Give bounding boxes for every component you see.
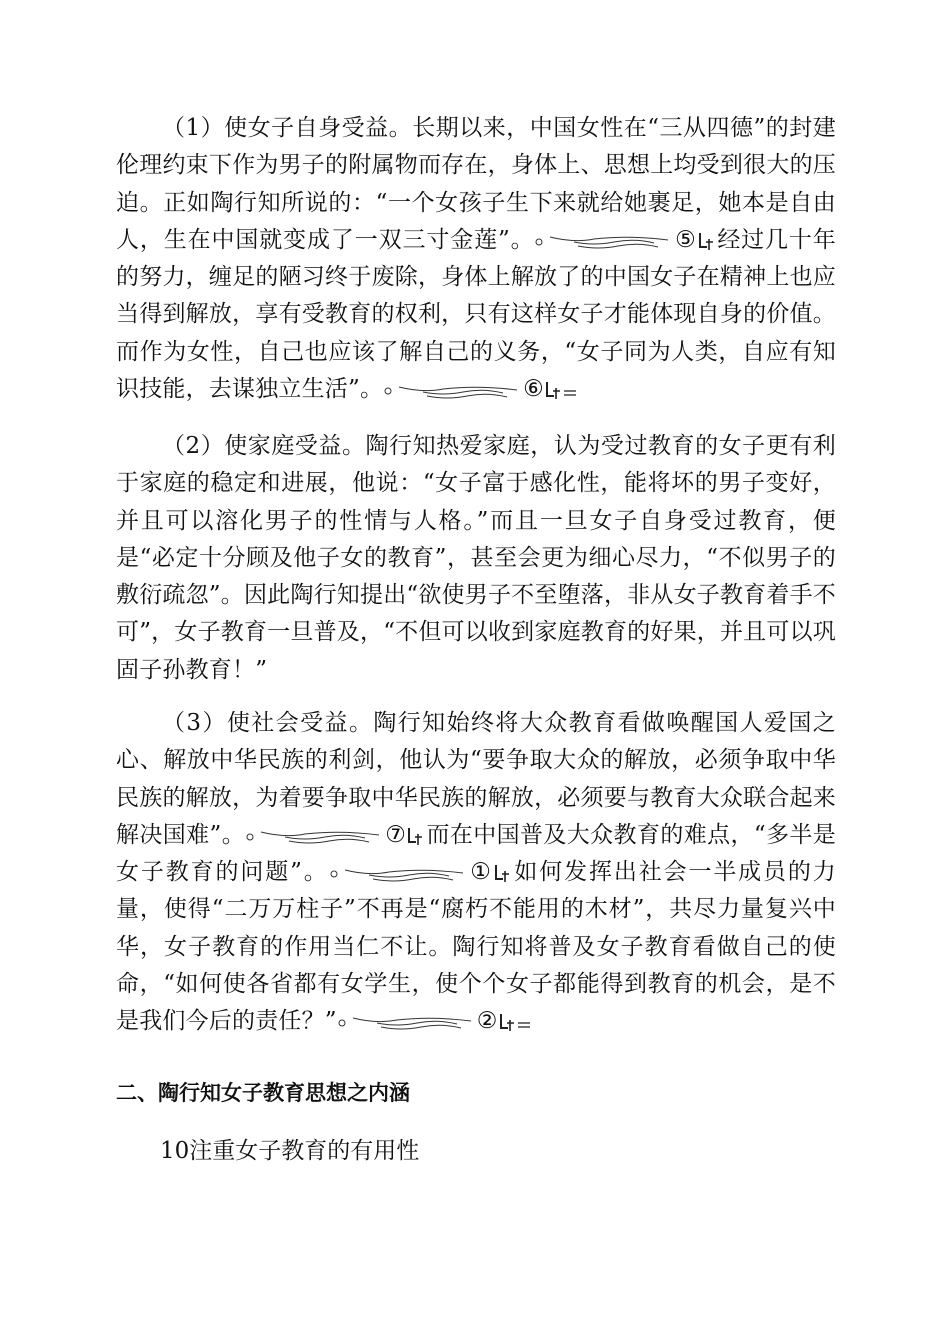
footnote-glyph-icon [406, 824, 426, 848]
footnote-marker: ① [329, 859, 513, 885]
paragraph-self-benefit: （1）使女子自身受益。长期以来，中国女性在“三从四德”的封建伦理约束下作为男子的附属物而存在，身体上、思想上均受到很大的压迫。正如陶行知所说的：“一个女孩子生下来就给她裹足，她本是自由人，生在中国就变成了一双三寸金莲”。 ⑤ 经过几十年的努力，缠足的陋习终于废除，身体上解放了的中国女子在精神上也应当得到解放，享有受教育的权利，只有这样女子才能体现自身的价值。而作为女性，自己也应该了解自己的义务，“女子同为人类，自应有知识技能，去谋独立生活”。 ⑥ [116, 115, 837, 403]
footnote-glyph-icon [697, 229, 717, 253]
footnote-artifact-icon [329, 861, 469, 885]
paragraph-family-benefit: （2）使家庭受益。陶行知热爱家庭，认为受过教育的女子更有利于家庭的稳定和进展，他说：“女子富于感化性，能将坏的男子变好，并且可以溶化男子的性情与人格。”而且一旦女子自身受过教育，便是“必定十分顾及他子女的教育”，甚至会更为细心尽力，“不似男子的敷衍疏忽”。因此陶行知提出“欲使男子不至堕落，非从女子教育着手不可”，女子教育一旦普及，“不但可以收到家庭教育的好果，并且可以巩固子孙教育！” [116, 433, 836, 683]
footnote-glyph-icon [493, 861, 513, 885]
footnote-artifact-icon [245, 824, 385, 848]
footnote-glyph-icon [544, 378, 578, 402]
footnote-marker: ⑦ [245, 822, 426, 848]
footnote-artifact-icon [337, 1010, 477, 1034]
section-heading: 二、陶行知女子教育思想之内涵 [116, 1081, 410, 1105]
footnote-artifact-icon [383, 378, 523, 402]
footnote-marker: ② [337, 1008, 532, 1034]
paragraph-society-benefit: （3）使社会受益。陶行知始终将大众教育看做唤醒国人爱国之心、解放中华民族的利剑，他认为“要争取大众的解放，必须争取中华民族的解放，为着要争取中华民族的解放，必须要与教育大众联合起来解决国难”。 ⑦ 而在中国普及大众教育的难点，“多半是女子教育的问题”。 ① 如何发挥出社会一半成员的力量，使得“二万万柱子”不再是“腐朽不能用的木材”，共尽力量复兴中华，女子教育的作用当仁不让。陶行知将普及女子教育看做自己的使命，“如何使各省都有女学生，使个个女子都能得到教育的机会，是不是我们今后的责任？” ② [116, 710, 836, 1035]
footnote-glyph-icon [498, 1010, 532, 1034]
footnote-artifact-icon [534, 229, 674, 253]
footnote-marker: ⑤ [534, 227, 716, 253]
footnote-marker: ⑥ [383, 376, 578, 402]
subheading: 10注重女子教育的有用性 [160, 1138, 420, 1164]
